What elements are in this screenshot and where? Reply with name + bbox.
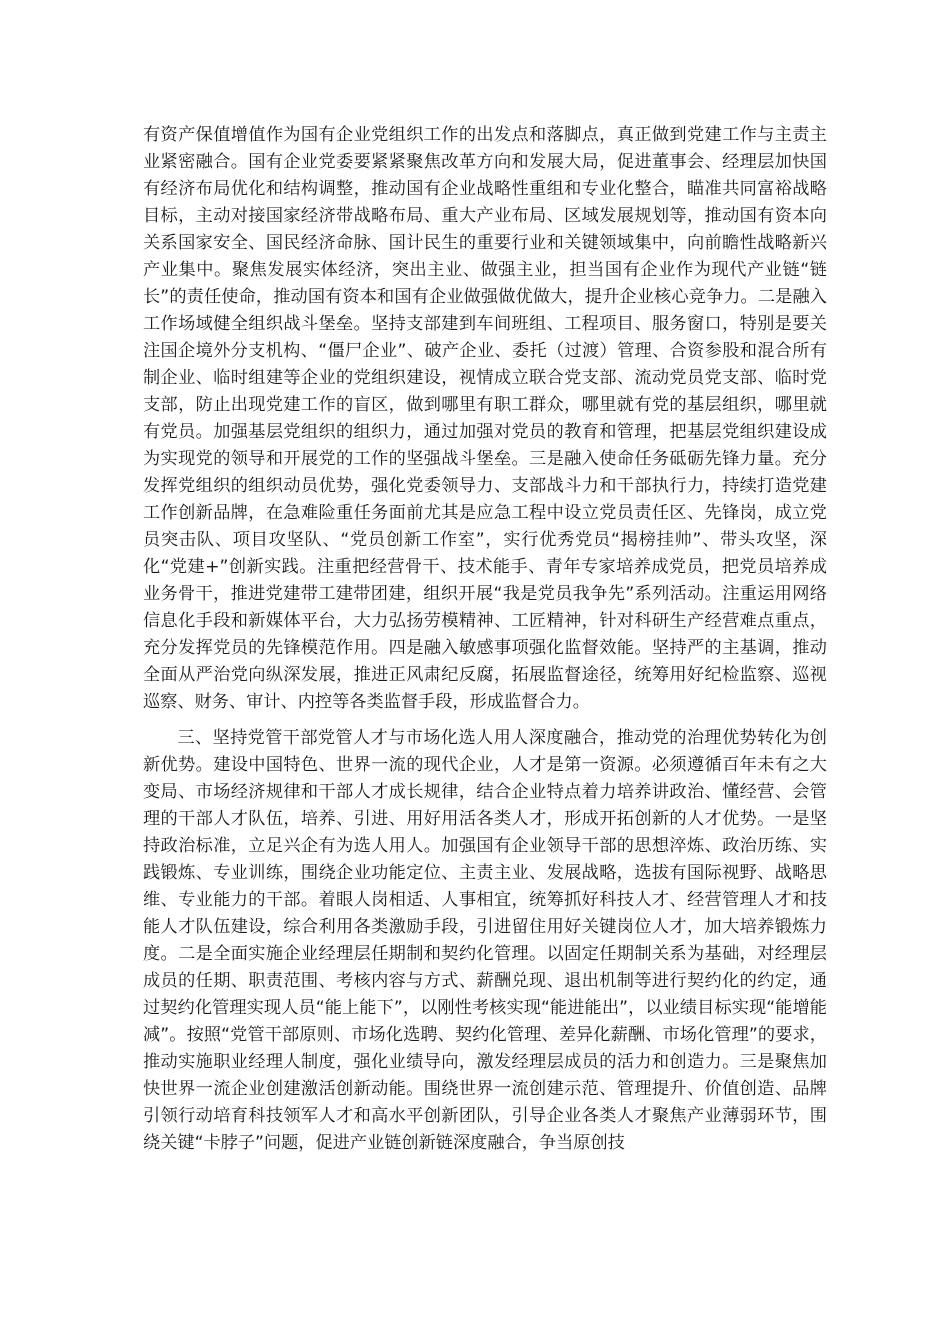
- document-body: [143, 122, 827, 1157]
- paragraph-continuation: 有资产保值增值作为国有企业党组织工作的出发点和落脚点，真正做到党建工作与主责主业紧密融合。国有企业党委要紧紧聚焦改革方向和发展大局，促进董事会、经理层加快国有经济布局优化和结构调整，推动国有企业战略性重组和专业化整合，瞄准共同富裕战略目标，主动对接国家经济带战略布局、重大产业布局、区域发展规划等，推动国有资本向关系国家安全、国民经济命脉、国计民生的重要行业和关键领域集中，向前瞻性战略新兴产业集中。聚焦发展实体经济，突出主业、做强主业，担当国有企业作为现代产业链“链长”的责任使命，推动国有资本和国有企业做强做优做大，提升企业核心竞争力。二是融入工作场域健全组织战斗堡垒。坚持支部建到车间班组、工程项目、服务窗口，特别是要关注国企境外分支机构、“僵尸企业”、破产企业、委托（过渡）管理、合资参股和混合所有制企业、临时组建等企业的党组织建设，视情成立联合党支部、流动党员党支部、临时党支部，防止出现党建工作的盲区，做到哪里有职工群众，哪里就有党的基层组织，哪里就有党员。加强基层党组织的组织力，通过加强对党员的教育和管理，把基层党组织建设成为实现党的领导和开展党的工作的坚强战斗堡垒。三是融入使命任务砥砺先锋力量。充分发挥党组织的组织动员优势，强化党委领导力、支部战斗力和干部执行力，持续打造党建工作创新品牌，在急难险重任务面前尤其是应急工程中设立党员责任区、先锋岗，成立党员突击队、项目攻坚队、“党员创新工作室”，实行优秀党员“揭榜挂帅”、带头攻坚，深化“党建+”创新实践。注重把经营骨干、技术能手、青年专家培养成党员，把党员培养成业务骨干，推进党建带工建带团建，组织开展“我是党员我争先”系列活动。注重运用网络信息化手段和新媒体平台，大力弘扬劳模精神、工匠精神，针对科研生产经营难点重点，充分发挥党员的先锋模范作用。四是融入敏感事项强化监督效能。坚持严的主基调，推动全面从严治党向纵深发展，推进正风肃纪反腐，拓展监督途径，统筹用好纪检监察、巡视巡察、财务、审计、内控等各类监督手段，形成监督合力。: [143, 125, 827, 712]
- paragraph-section-three: 三、坚持党管干部党管人才与市场化选人用人深度融合，推动党的治理优势转化为创新优势。建设中国特色、世界一流的现代企业，人才是第一资源。必须遵循百年未有之大变局、市场经济规律和干部人才成长规律，结合企业特点着力培养讲政治、懂经营、会管理的干部人才队伍，培养、引进、用好用活各类人才，形成开拓创新的人才优势。一是坚持政治标准，立足兴企有为选人用人。加强国有企业领导干部的思想淬炼、政治历练、实践锻炼、专业训练，围绕企业功能定位、主责主业、发展战略，选拔有国际视野、战略思维、专业能力的干部。着眼人岗相适、人事相宜，统筹抓好科技人才、经营管理人才和技能人才队伍建设，综合利用各类激励手段，引进留住用好关键岗位人才，加大培养锻炼力度。二是全面实施企业经理层任期制和契约化管理。以固定任期制关系为基础，对经理层成员的任期、职责范围、考核内容与方式、薪酬兑现、退出机制等进行契约化的约定，通过契约化管理实现人员“能上能下”，以刚性考核实现“能进能出”，以业绩目标实现“能增能减”。按照“党管干部原则、市场化选聘、契约化管理、差异化薪酬、市场化管理”的要求，推动实施职业经理人制度，强化业绩导向，激发经理层成员的活力和创造力。三是聚焦加快世界一流企业创建激活创新动能。围绕世界一流创建示范、管理提升、价值创造、品牌引领行动培育科技领军人才和高水平创新团队，引导企业各类人才聚焦产业薄弱环节，围绕关键“卡脖子”问题，促进产业链创新链深度融合，争当原创技: [143, 728, 827, 1153]
